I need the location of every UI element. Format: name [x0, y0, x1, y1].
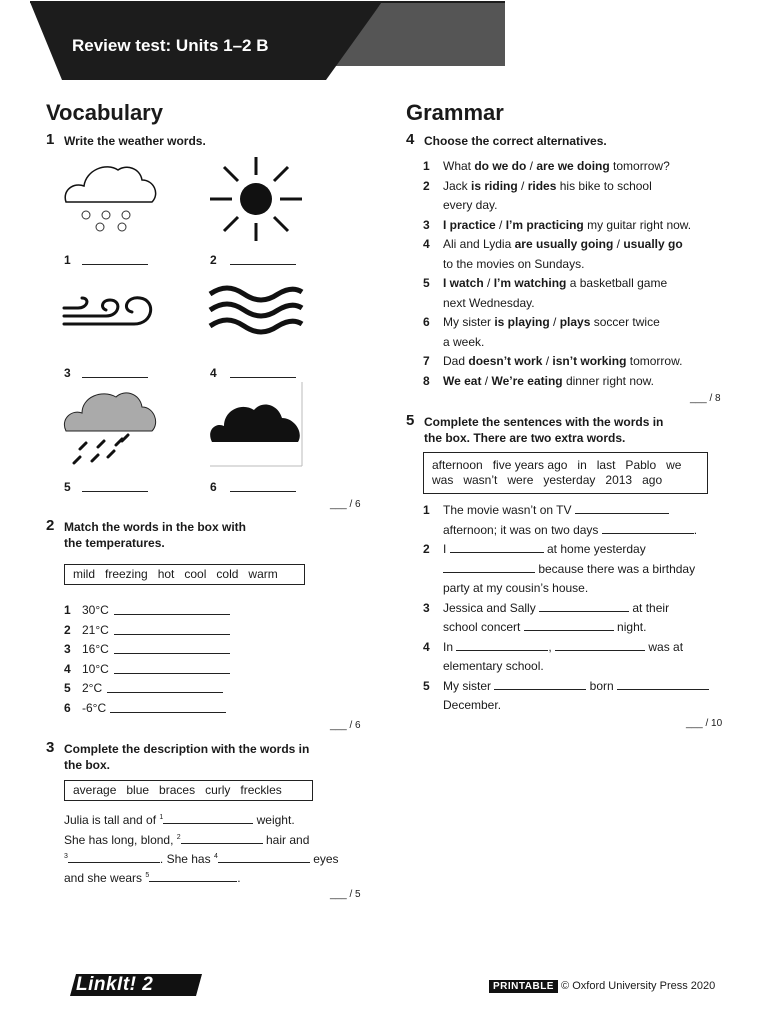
q1-answer-3[interactable]: [82, 366, 148, 378]
q3-score: ___ / 5: [330, 889, 361, 900]
question-3-number: 3: [46, 739, 55, 756]
question-3-text-line1: Complete the description with the words in: [64, 742, 310, 756]
q3-line-3: $^3$ . She has $^4$ eyes: [64, 852, 339, 866]
question-1-number: 1: [46, 131, 55, 148]
q2-item-2: 2 21°C: [64, 623, 109, 637]
vocabulary-heading: Vocabulary: [46, 100, 163, 125]
q2-answer-3[interactable]: [114, 642, 230, 654]
q2-answer-2[interactable]: [114, 623, 230, 635]
q2-item-3: 3 16°C: [64, 642, 109, 656]
question-2-text-line1: Match the words in the box with: [64, 520, 247, 534]
question-2-number: 2: [46, 517, 55, 534]
q1-label-3: 3: [64, 366, 71, 380]
q1-score: ___ / 6: [330, 499, 361, 510]
q3-line-4: and she wears $^5$ .: [64, 871, 241, 885]
q2-answer-1[interactable]: [114, 603, 230, 615]
q2-answer-4[interactable]: [114, 662, 230, 674]
copyright-text: © Oxford University Press 2020: [561, 980, 716, 992]
q1-answer-1[interactable]: [82, 253, 148, 265]
q2-item-6: 6 -6°C: [64, 701, 107, 715]
snow-icon: [60, 160, 160, 235]
q1-label-5: 5: [64, 480, 71, 494]
question-5-text-line2: the box. There are two extra words.: [424, 431, 626, 445]
q1-label-1: 1: [64, 253, 71, 267]
cloud-icon: [206, 380, 306, 470]
q2-item-1: 1 30°C: [64, 603, 109, 617]
q3-word-box: average blue braces curly freckles: [64, 780, 313, 801]
question-3-text-line2: the box.: [64, 758, 111, 772]
wind-icon: [62, 292, 158, 332]
q3-line-2: She has long, blond, $^2$ hair and: [64, 833, 310, 847]
q3-gap-4[interactable]: [218, 851, 310, 863]
question-4-number: 4: [406, 131, 415, 148]
q2-item-4: 4 10°C: [64, 662, 109, 676]
linkit-logo: LinkIt! 2: [62, 972, 208, 998]
sun-icon: [208, 155, 304, 243]
q3-gap-2[interactable]: [181, 832, 263, 844]
page-title: Review test: Units 1–2 B: [72, 36, 269, 55]
q5-score: ___ / 10: [686, 718, 723, 729]
q1-label-6: 6: [210, 480, 217, 494]
question-1-text: Write the weather words.: [64, 134, 206, 148]
question-4-text: Choose the correct alternatives.: [424, 134, 607, 148]
q4-score: ___ / 8: [690, 393, 721, 404]
q2-answer-5[interactable]: [107, 681, 223, 693]
q3-gap-1[interactable]: [163, 812, 253, 824]
question-5-text-line1: Complete the sentences with the words in: [424, 415, 664, 429]
printable-badge: PRINTABLE: [489, 980, 558, 993]
q3-gap-5[interactable]: [149, 870, 237, 882]
grammar-heading: Grammar: [406, 100, 504, 125]
q2-answer-6[interactable]: [110, 701, 226, 713]
rain-icon: [60, 385, 160, 465]
footer-credit: [489, 980, 715, 992]
q1-answer-2[interactable]: [230, 253, 296, 265]
q3-line-1: Julia is tall and of $^1$ weight.: [64, 813, 295, 827]
question-2-text-line2: the temperatures.: [64, 536, 165, 550]
q2-word-box: mild freezing hot cool cold warm: [64, 564, 305, 585]
q5-word-box: afternoon five years ago in last Pablo we was wasn’t were yesterday 2013 ago: [423, 452, 708, 494]
q1-answer-4[interactable]: [230, 366, 296, 378]
question-5-number: 5: [406, 412, 415, 429]
q1-label-2: 2: [210, 253, 217, 267]
q1-label-4: 4: [210, 366, 217, 380]
q1-answer-5[interactable]: [82, 480, 148, 492]
waves-icon: [208, 284, 304, 340]
q2-item-5: 5 2°C: [64, 681, 103, 695]
q2-score: ___ / 6: [330, 720, 361, 731]
q3-gap-3[interactable]: [68, 851, 160, 863]
q1-answer-6[interactable]: [230, 480, 296, 492]
